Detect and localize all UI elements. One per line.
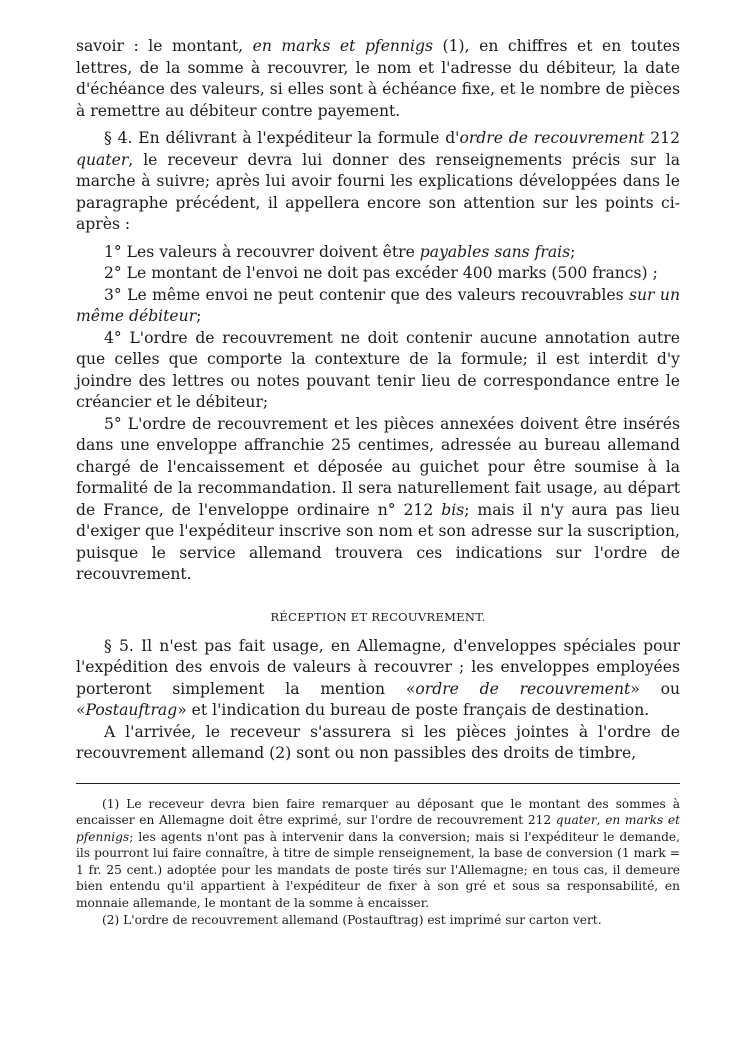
text-span: » et l'indication du bureau de poste français de destination. xyxy=(177,701,650,719)
text-span: » ou « xyxy=(76,679,681,719)
text-span: , xyxy=(596,813,606,828)
text-span: ; xyxy=(196,307,202,325)
paragraph-continuation xyxy=(76,36,680,122)
footnote-2: (2) L'ordre de recouvrement allemand (Postauftrag) est imprimé sur carton vert. xyxy=(102,912,602,927)
emphasis: en marks et pfennigs xyxy=(76,813,680,844)
emphasis: en marks et pfennigs xyxy=(252,37,433,55)
emphasis: Postauftrag xyxy=(85,701,178,719)
paragraph-arrival: A l'arrivée, le receveur s'assurera si les pièces jointes à l'ordre de recouvrement allemand (2) sont ou non passibles des droits de timbre, xyxy=(76,722,680,762)
text-span: (1) Le receveur devra bien faire remarquer au déposant que le montant des sommes à encaisser en Allemagne doit être exprimé, sur l'ordre de recouvrement 212 xyxy=(76,796,680,828)
footnote-divider xyxy=(76,783,680,784)
emphasis: quater xyxy=(76,150,129,169)
text-span: § 5. Il n'est pas fait usage, en Allemagne, d'enveloppes spéciales pour l'expédition des envois de valeurs à recouvrer ; les enveloppes employées porteront simplement la mention « xyxy=(76,636,680,698)
text-span: ; les agents n'ont pas à intervenir dans la conversion; mais si l'expéditeur le demande, ils pourront lui faire connaître, à titre de simple renseignement, la base de conversion (1 mark = 1 fr. 25 cent.) adoptée pour les mandats de poste tirés sur l'Allemagne; en tous cas, il demeure bien entendu qu'il appartient à l'expéditeur de fixer à son gré et sous sa responsabilité, en monnaie allemande, le montant de la somme à encaisser. xyxy=(76,829,680,911)
list-item-3 xyxy=(76,285,680,328)
document-page xyxy=(76,36,680,928)
text-span: savoir : le montant, xyxy=(76,37,253,55)
emphasis: quater xyxy=(555,813,597,828)
text-span: 3° Le même envoi ne peut contenir que des valeurs recouvrables xyxy=(104,285,629,304)
section-5 xyxy=(76,636,680,765)
section-heading: RÉCEPTION ET RECOUVREMENT. xyxy=(270,609,486,624)
emphasis: sur un même débiteur xyxy=(76,285,680,325)
paragraph-section-5 xyxy=(76,636,680,722)
list-item-5 xyxy=(76,414,680,586)
text-span: (1), en chiffres et en toutes lettres, de la somme à recouvrer, le nom et l'adresse du débiteur, la date d'échéance des valeurs, si elles sont à échéance fixe, et le nombre de pièces à remettre au débiteur contre payement. xyxy=(76,37,681,120)
emphasis: payables sans frais xyxy=(419,242,571,261)
footnote-1 xyxy=(76,796,680,912)
text-span: 5° L'ordre de recouvrement et les pièces annexées doivent être insérés dans une enveloppe affranchie 25 centimes, adressée au bureau allemand chargé de l'encaissement et déposée au guichet pour être soumise à la formalité de la recommandation. Il sera naturellement fait usage, au départ de France, de l'enveloppe ordinaire n° 212 xyxy=(76,414,680,519)
emphasis: bis xyxy=(441,500,465,519)
text-span: 212 xyxy=(644,129,680,147)
list-item-2: 2° Le montant de l'envoi ne doit pas excéder 400 marks (500 francs) ; xyxy=(104,264,658,282)
text-span: ; xyxy=(570,242,576,261)
list-item-1 xyxy=(76,242,680,264)
emphasis: ordre de recouvrement xyxy=(459,129,645,147)
text-span: § 4. En délivrant à l'expéditeur la formule d' xyxy=(104,129,460,147)
text-span: ; mais il n'y aura pas lieu d'exiger que l'expéditeur inscrive son nom et son adresse sur la suscription, puisque le service allemand trouvera ces indications sur l'ordre de recouvrement. xyxy=(76,500,680,583)
emphasis: ordre de recouvrement xyxy=(415,679,631,698)
text-span: 1° Les valeurs à recouvrer doivent être xyxy=(104,242,420,261)
footnotes xyxy=(76,796,680,929)
paragraph-section-4 xyxy=(76,128,680,236)
list-item-4: 4° L'ordre de recouvrement ne doit contenir aucune annotation autre que celles que comporte la contexture de la formule; il est interdit d'y joindre des lettres ou notes pouvant tenir lieu de correspondance entre le créancier et le débiteur; xyxy=(76,328,680,411)
section-4 xyxy=(76,36,680,586)
text-span: , le receveur devra lui donner des renseignements précis sur la marche à suivre; après lui avoir fourni les explications développées dans le paragraphe précédent, il appellera encore son attention sur les points ci-après : xyxy=(76,150,680,233)
